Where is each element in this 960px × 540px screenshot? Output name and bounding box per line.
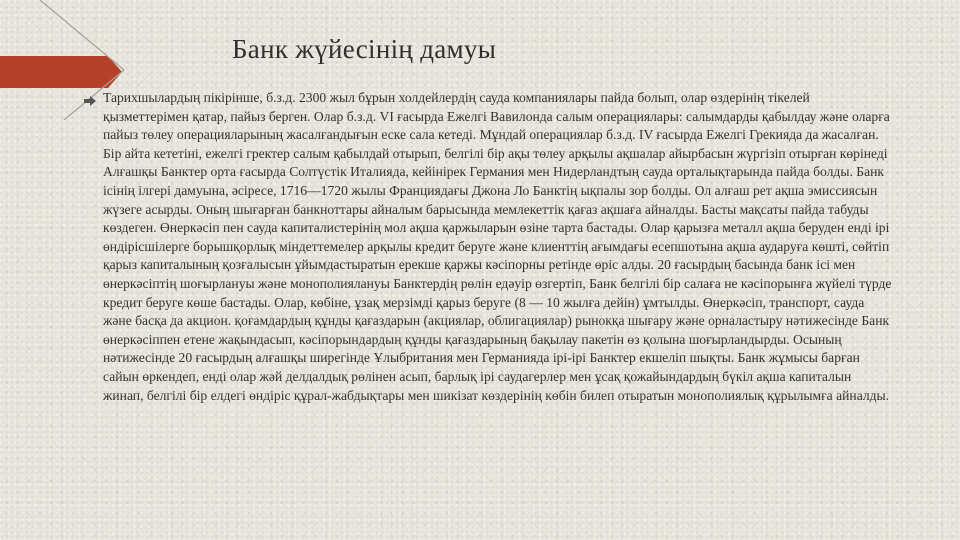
arrow-bullet-icon	[84, 96, 96, 106]
body-paragraph: Тарихшылардың пікірінше, б.з.д. 2300 жыл бұрын холдейлердің сауда компаниялары пайда болып, олар өздерінің тікелей қызметтерімен қатар, пайыз берген. Олар б.з.д. VI ғасырда Ежелгі Вавилонда салым операциялары: салымдарды қабылдау және оларға пайыз төлеу операцияларының жасалғандығын еске сала кетеді. Мұндай операциялар б.з.д. IV ғасырда Ежелгі Грекияда да жасалған. Бір айта кететіні, ежелгі гректер салым қабылдай отырып, белгілі бір ақы төлеу арқылы ақшалар айырбасын жүргізіп отырған көрінеді Алғашқы Банктер орта ғасырда Солтүстік Италияда, кейінірек Германия мен Нидерландтың сауда орталықтарында пайда болды. Банк ісінің ілгері дамуына, әсіресе, 1716—1720 жылы Франциядағы Джона Ло Банктің ықпалы зор болды. Ол алғаш рет ақша эмиссиясын жүзеге асырды. Оның шығарған банкноттары айналым барысында мемлекеттік қағаз ақшаға айналды. Басты мақсаты пайда табуды көздеген. Өнеркәсіп пен сауда капиталистерінің мол ақша қаржыларын өзіне тарта бастады. Олар қарызға металл ақша беруден енді ірі өндірісшілерге борышқорлық міндеттемелер арқылы кредит беруге және клиенттің ағымдағы есепшотына ақша аударуға көшті, сөйтіп қарыз капиталының қозғалысын ұйымдастыратын ерекше қаржы кәсіпорны ретінде өріс алды. 20 ғасырдың басында банк ісі мен өнеркәсіптің шоғырлануы және монополиялануы Банктердің рөлін едәуір өзгертіп, Банк белгілі бір салаға не кәсіпорынға жүйелі түрде кредит беруге көше бастады. Олар, көбіне, ұзақ мерзімді қарыз беруге (8 — 10 жылға дейін) ұмтылды. Өнеркәсіп, транспорт, сауда және басқа да акцион. қоғамдардың құнды қағаздарын (акциялар, облигациялар) рынокқа шығару және орналастыру нәтижесінде Банк өнеркәсіппен етене жақындасып, кәсіпорындардың құнды қағаздарының бақылау пакетін өз қолына шоғырландырды. Осының нәтижесінде 20 ғасырдың алғашқы ширегінде Ұлыбритания мен Германияда ірі-ірі Банктер екшеліп шықты. Банк жұмысы барған сайын өркендеп, енді олар жәй делдалдық рөлінен асып, барлық ірі саудагерлер мен ұсақ қожайындардың бүкіл ақша капиталын жинап, белгілі бір елдегі өндіріс құрал-жабдықтары мен шикізат көздерінің көбін билеп отыратын монополиялық құрылымға айналды.	[103, 90, 892, 403]
red-corner-bar	[0, 56, 122, 88]
slide-title: Банк жүйесінің дамуы	[232, 34, 497, 64]
